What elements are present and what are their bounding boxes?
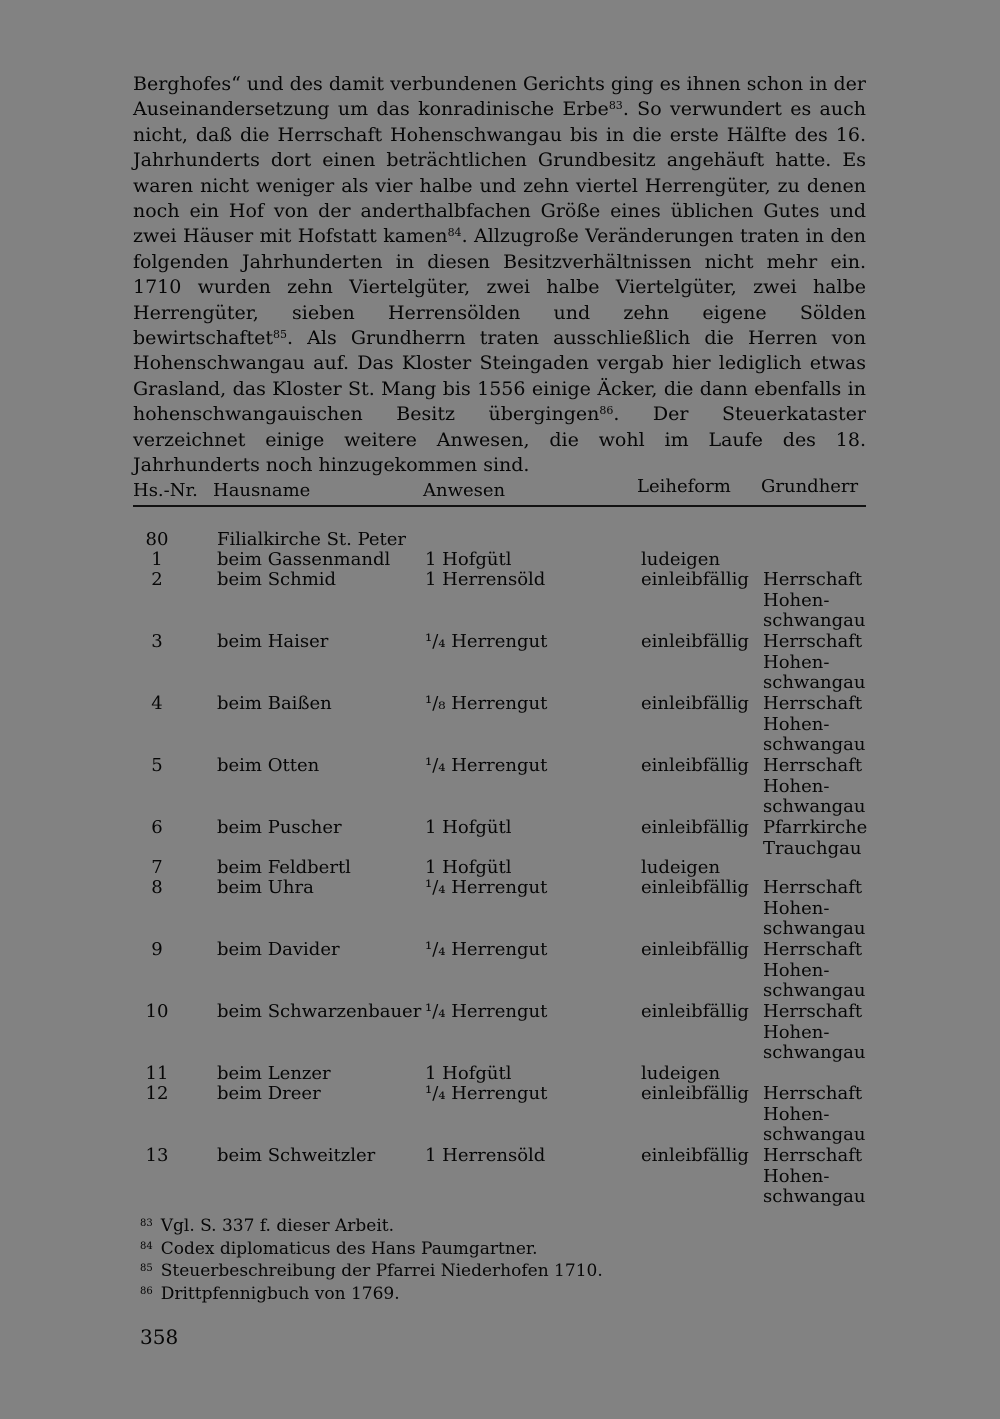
grundherr-cell: Herrschaft Hohen- schwangau xyxy=(763,1001,866,1063)
hs-nr-cell: 2 xyxy=(151,569,163,590)
hausname-cell: Filialkirche St. Peter xyxy=(217,529,407,550)
anwesen-cell: ¹/₈ Herrengut xyxy=(425,693,548,714)
anwesen-cell: ¹/₄ Herrengut xyxy=(425,939,548,960)
grundherr-cell: Herrschaft Hohen- schwangau xyxy=(763,631,866,693)
leiheform-cell: einleibfällig xyxy=(641,1145,749,1166)
table-header xyxy=(133,476,866,506)
body-text-part: . Der Steuerkataster verzeichnet einige weitere Anwesen, die wohl im Laufe des 18. Jahrhunderts noch hinzugekommen sind. xyxy=(133,403,866,477)
leiheform-cell: ludeigen xyxy=(641,857,721,878)
leiheform-cell: einleibfällig xyxy=(641,569,749,590)
hausname-cell: beim Haiser xyxy=(217,631,329,652)
grundherr-cell: Herrschaft Hohen- schwangau xyxy=(763,1083,866,1145)
body-text-part: . Allzugroße Veränderungen traten in den folgenden Jahrhunderten in diesen Besitzverhältnissen nicht mehr ein. 1710 wurden zehn Viertelgüter, zwei halbe Viertelgüter, zwei halbe Herrengüter, sieben Herrensölden und zehn eigene Sölden bewirtschaftet xyxy=(133,225,867,350)
hs-nr-cell: 3 xyxy=(151,631,163,652)
header-leiheform: Leiheform xyxy=(637,476,731,497)
leiheform-cell: ludeigen xyxy=(641,1063,721,1084)
hs-nr-cell: 8 xyxy=(151,877,163,898)
footnote-ref: 86 xyxy=(599,404,614,418)
hs-nr-cell: 5 xyxy=(151,755,163,776)
footnote: $^{84}$ Codex diplomaticus des Hans Paumgartner. xyxy=(140,1238,538,1259)
leiheform-cell: ludeigen xyxy=(641,549,721,570)
grundherr-cell: Herrschaft Hohen- schwangau xyxy=(763,877,866,939)
footnote: $^{85}$ Steuerbeschreibung der Pfarrei Niederhofen 1710. xyxy=(140,1261,603,1281)
anwesen-cell: ¹/₄ Herrengut xyxy=(425,1083,548,1104)
leiheform-cell: einleibfällig xyxy=(641,1001,749,1022)
grundherr-cell: Herrschaft Hohen- schwangau xyxy=(763,693,866,755)
footnote: $^{86}$ Drittpfennigbuch von 1769. xyxy=(140,1283,400,1304)
hausname-cell: beim Gassenmandl xyxy=(217,549,391,570)
anwesen-cell: ¹/₄ Herrengut xyxy=(425,877,548,898)
anwesen-cell: 1 Herrensöld xyxy=(425,569,546,590)
header-nr: Hs.-Nr. xyxy=(133,480,198,501)
leiheform-cell: einleibfällig xyxy=(641,877,749,898)
footnote-ref: 85 xyxy=(272,328,287,342)
hs-nr-cell: 80 xyxy=(145,529,169,550)
header-anwesen: Anwesen xyxy=(423,480,506,501)
footnote-ref: 84 xyxy=(447,226,462,240)
anwesen-cell: 1 Herrensöld xyxy=(425,1145,546,1166)
body-text-part: . Als Grundherrn traten ausschließlich die Herren von Hohenschwangau auf. Das Kloster Steingaden vergab hier lediglich etwas Grasland, das Kloster St. Mang bis 1556 einige Äcker, die dann ebenfalls in hohenschwangauischen Besitz übergingen xyxy=(133,327,866,426)
anwesen-cell: ¹/₄ Herrengut xyxy=(425,755,548,776)
leiheform-cell: einleibfällig xyxy=(641,755,749,776)
leiheform-cell: einleibfällig xyxy=(641,817,749,838)
hs-nr-cell: 6 xyxy=(151,817,163,838)
anwesen-cell: ¹/₄ Herrengut xyxy=(425,1001,548,1022)
hs-nr-cell: 13 xyxy=(145,1145,169,1166)
hs-nr-cell: 9 xyxy=(151,939,163,960)
anwesen-cell: ¹/₄ Herrengut xyxy=(425,631,548,652)
body-text-part: . So verwundert es auch nicht, daß die Herrschaft Hohenschwangau bis in die erste Hälfte des 16. Jahrhunderts dort einen beträchtlichen Grundbesitz angehäuft hatte. Es waren nicht weniger als vier halbe und zehn viertel Herrengüter, zu denen noch ein Hof von der anderthalbfachen Größe eines üblichen Gutes und zwei Häuser mit Hofstatt kamen xyxy=(133,98,866,248)
footnote: $^{83}$ Vgl. S. 337 f. dieser Arbeit. xyxy=(140,1216,395,1236)
hausname-cell: beim Dreer xyxy=(217,1083,321,1104)
hausname-cell: beim Uhra xyxy=(217,877,314,898)
grundherr-cell: Pfarrkirche Trauchgau xyxy=(763,817,868,859)
grundherr-cell: Herrschaft Hohen- schwangau xyxy=(763,939,866,1001)
hausname-cell: beim Schmid xyxy=(217,569,337,590)
hausname-cell: beim Schwarzenbauer xyxy=(217,1001,422,1022)
body-paragraph xyxy=(133,72,866,479)
grundherr-cell: Herrschaft Hohen- schwangau xyxy=(763,1145,866,1207)
grundherr-cell: Herrschaft Hohen- schwangau xyxy=(763,755,866,817)
hausname-cell: beim Lenzer xyxy=(217,1063,331,1084)
footnotes xyxy=(140,1214,603,1304)
leiheform-cell: einleibfällig xyxy=(641,1083,749,1104)
hausname-cell: beim Otten xyxy=(217,755,320,776)
hs-nr-cell: 7 xyxy=(151,857,163,878)
anwesen-cell: 1 Hofgütl xyxy=(425,549,512,570)
anwesen-cell: 1 Hofgütl xyxy=(425,1063,512,1084)
hs-nr-cell: 1 xyxy=(151,549,163,570)
hs-nr-cell: 11 xyxy=(145,1063,169,1084)
hs-nr-cell: 10 xyxy=(145,1001,169,1022)
hausname-cell: beim Puscher xyxy=(217,817,342,838)
body-text-part: Berghofes“ und des damit verbundenen Gerichts ging es ihnen schon in der Auseinandersetzung um das konradinische Erbe xyxy=(133,73,866,121)
header-grundherr: Grundherr xyxy=(761,476,859,497)
leiheform-cell: einleibfällig xyxy=(641,939,749,960)
hausname-cell: beim Schweitzler xyxy=(217,1145,376,1166)
footnote-ref: 83 xyxy=(608,99,623,113)
grundherr-cell: Herrschaft Hohen- schwangau xyxy=(763,569,866,631)
hs-nr-cell: 12 xyxy=(145,1083,169,1104)
hausname-cell: beim Davider xyxy=(217,939,340,960)
hs-nr-cell: 4 xyxy=(151,693,163,714)
hausname-cell: beim Baißen xyxy=(217,693,332,714)
leiheform-cell: einleibfällig xyxy=(641,631,749,652)
anwesen-cell: 1 Hofgütl xyxy=(425,817,512,838)
hausname-cell: beim Feldbertl xyxy=(217,857,351,878)
table-rule xyxy=(133,505,866,507)
leiheform-cell: einleibfällig xyxy=(641,693,749,714)
page-number: 358 xyxy=(140,1325,179,1349)
header-hausname: Hausname xyxy=(213,480,311,501)
anwesen-cell: 1 Hofgütl xyxy=(425,857,512,878)
